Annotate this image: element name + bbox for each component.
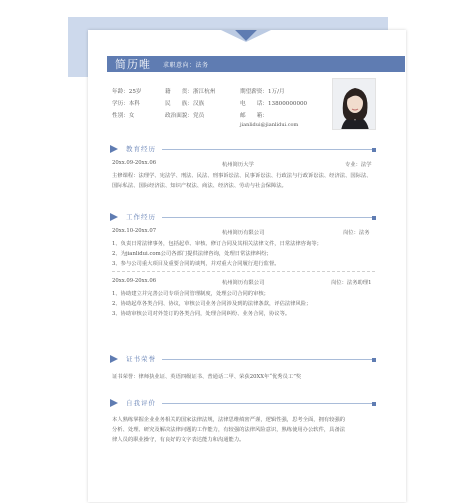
info-email-label: 邮 箱： bbox=[240, 113, 268, 119]
info-politics: 政治面貌：党员 bbox=[165, 113, 205, 119]
evaluation-line: 本人熟练掌握企业业务相关的国家法律法规，法律思维缜密严谨，逻辑性强，思考全面，拥有较强的 bbox=[112, 417, 346, 423]
job-intent: 求职意向：法务 bbox=[163, 61, 209, 69]
job-duty-line: 3、参与公司重大项目及重要合同的谈判，并对重大合同履行进行监督。 bbox=[112, 261, 280, 267]
info-phone: 电 话：13800000000 bbox=[240, 101, 308, 107]
square-icon bbox=[372, 148, 376, 152]
triangle-icon bbox=[110, 355, 118, 363]
job-duty-line: 2、为jianlidui.com公司各部门提供法律咨询，处理日常法律纠纷； bbox=[112, 251, 272, 257]
edu-courses-line: 主修课程：法理学、宪法学、刑法、民法、刑事诉讼法、民事诉讼法、行政法与行政诉讼法、经济法、国际法、 bbox=[112, 173, 372, 179]
divider-line bbox=[162, 217, 372, 218]
job-position: 岗位：法务 bbox=[343, 230, 370, 236]
job-period: 20xx.10-20xx.07 bbox=[112, 228, 157, 234]
job-company: 杭州简历有限公司 bbox=[222, 230, 265, 236]
info-gender: 性别：女 bbox=[112, 113, 135, 119]
info-email-value: jianlidui@jianlidui.com bbox=[240, 122, 299, 128]
job-duty-line: 3、协助审核公司对外签订的各类合同，处理合同纠纷、业务合同，协议等。 bbox=[112, 311, 291, 317]
job-position: 岗位：法务助理1 bbox=[331, 280, 372, 286]
evaluation-line: 分析、处理、研究及解决法律问题的工作能力，有较强的法律风险意识，熟练使用办公软件，具备法 bbox=[112, 427, 346, 433]
candidate-name: 简历唯 bbox=[115, 58, 151, 71]
info-age: 年龄：25岁 bbox=[112, 89, 142, 95]
triangle-icon bbox=[110, 145, 118, 153]
square-icon bbox=[372, 402, 376, 406]
section-title: 证书荣誉 bbox=[126, 355, 156, 363]
section-title: 自我评价 bbox=[126, 399, 156, 407]
section-title: 工作经历 bbox=[126, 213, 156, 221]
job-duty-line: 2、协助起草各类合同、协议，审核公司业务合同涉及到的法律条款，评估法律风险； bbox=[112, 301, 312, 307]
triangle-icon bbox=[110, 213, 118, 221]
section-work bbox=[110, 212, 378, 224]
info-salary: 期望薪资：1万/月 bbox=[240, 89, 285, 95]
section-certificates bbox=[110, 354, 378, 366]
divider-line bbox=[162, 403, 372, 404]
job-period: 20xx.09-20xx.06 bbox=[112, 278, 157, 284]
profile-photo bbox=[332, 78, 376, 130]
info-native: 籍 贯：浙江杭州 bbox=[165, 89, 216, 95]
job-company: 杭州简历有限公司 bbox=[222, 280, 265, 286]
divider-line bbox=[162, 359, 372, 360]
edu-courses-line: 国际私法、国际经济法、知识产权法、商法、经济法、劳动与社会保障法。 bbox=[112, 183, 287, 189]
header-bar bbox=[107, 56, 405, 72]
triangle-icon bbox=[110, 399, 118, 407]
section-self-evaluation bbox=[110, 398, 378, 410]
edu-period: 20xx.09-20xx.06 bbox=[112, 160, 157, 166]
section-education bbox=[110, 144, 378, 156]
ribbon-decoration bbox=[221, 30, 271, 42]
square-icon bbox=[372, 358, 376, 362]
edu-major: 专业：法学 bbox=[345, 162, 372, 168]
job-duty-line: 1、负责日常法律事务，包括起草、审核、修订合同及其相关法律文件，日常法律咨询等； bbox=[112, 241, 322, 247]
square-icon bbox=[372, 216, 376, 220]
dashed-divider bbox=[112, 271, 375, 272]
divider-line bbox=[162, 149, 372, 150]
edu-school: 杭州简历大学 bbox=[222, 162, 254, 168]
certificates-text: 证书荣誉：律师执业证、英语四级证书、普通话二甲、荣获20XX年“优秀员工”奖 bbox=[112, 374, 302, 380]
info-education: 学历：本科 bbox=[112, 101, 140, 107]
job-duty-line: 1、协助建立并完善公司专项合同管理制度，处理公司合同的审核； bbox=[112, 291, 269, 297]
info-ethnicity: 民 族：汉族 bbox=[165, 101, 205, 107]
portrait-image bbox=[333, 79, 376, 130]
evaluation-line: 律人员的职业操守，有良好的文字表达能力和沟通能力。 bbox=[112, 437, 245, 443]
section-title: 教育经历 bbox=[126, 145, 156, 153]
